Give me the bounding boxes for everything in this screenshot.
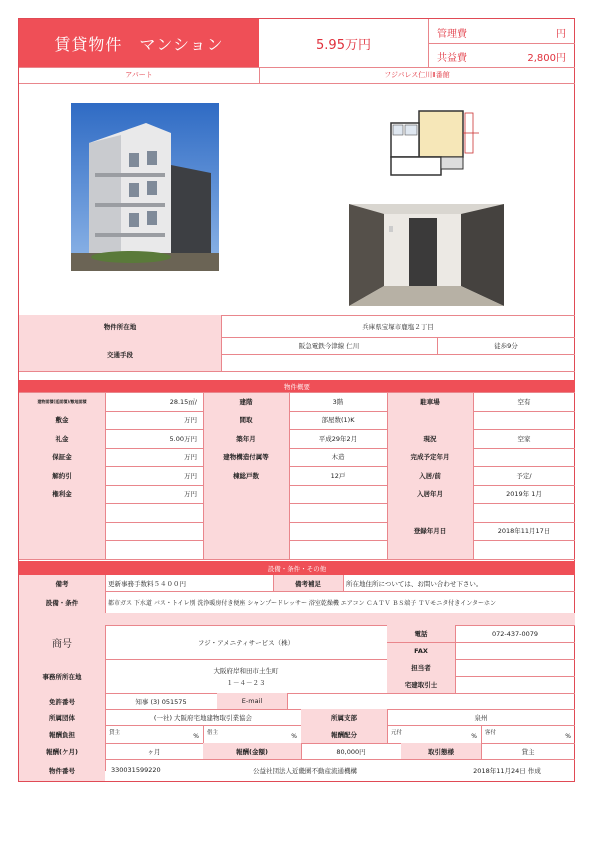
overview-label-1: 解約引 <box>19 466 105 485</box>
overview-label-3: 入居/前 <box>387 466 473 485</box>
overview-label-1 <box>19 540 105 559</box>
overview-value-2 <box>289 503 387 522</box>
overview-value-2: 平成29年2月 <box>318 434 358 443</box>
overview-value-3 <box>473 503 575 522</box>
property-sheet <box>18 18 575 782</box>
overview-label-2: 建物構造付属等 <box>203 448 289 467</box>
overview-label-3: 登録年月日 <box>387 522 473 541</box>
supplement-value: 所在地住所については、お問い合わせ下さい。 <box>346 579 483 588</box>
overview-value-3: 2019年 1月 <box>506 490 542 499</box>
fee-distribution-source-unit: % <box>471 733 477 740</box>
overview-label-1 <box>19 503 105 522</box>
overview-value-1 <box>105 503 203 522</box>
overview-label-3 <box>387 411 473 430</box>
overview-label-2 <box>203 485 289 504</box>
email-label: E-mail <box>217 693 287 709</box>
equipment-label: 設備・条件 <box>19 591 105 613</box>
fee-share-tenant-unit: % <box>291 733 297 740</box>
office-address-line2: １－４－２３ <box>226 678 266 687</box>
fax-label: FAX <box>387 642 455 659</box>
property-id-value: 330031599220 <box>111 766 161 774</box>
overview-value-1: 万円 <box>184 453 197 462</box>
management-fee-label: 管理費 <box>437 29 467 40</box>
transport-label: 交通手段 <box>19 337 221 371</box>
building-name: フジパレス仁川Ⅱ番館 <box>384 71 450 79</box>
branch-label: 所属支部 <box>301 709 387 725</box>
property-type: アパート <box>125 71 153 79</box>
page-title: 賃貸物件 マンション <box>54 34 224 54</box>
overview-value-1 <box>105 540 203 559</box>
license-label: 免許番号 <box>19 693 105 709</box>
office-address-line1: 大阪府岸和田市土生町 <box>213 666 279 675</box>
trade-name-value: フジ・アメニティサービス（株） <box>197 638 295 647</box>
overview-label-2: 建階 <box>203 392 289 411</box>
overview-label-2: 棟総戸数 <box>203 466 289 485</box>
overview-value-2: 部屋数(1)K <box>321 416 355 425</box>
transport-line: 阪急電鉄今津線 仁川 <box>298 342 360 350</box>
overview-value-2: 3階 <box>332 397 344 406</box>
fee-share-landlord-unit: % <box>193 733 199 740</box>
overview-value-1 <box>105 522 203 541</box>
overview-value-2 <box>289 485 387 504</box>
created-date: 2018年11月24日 作成 <box>473 766 541 775</box>
remarks-value: 更新事務手数料５４００円 <box>108 579 186 588</box>
overview-value-3: 2018年11月17日 <box>497 527 551 536</box>
overview-value-3: 予定/ <box>516 471 532 480</box>
license-value: 知事 (3) 051575 <box>135 697 187 706</box>
overview-value-3: 空家 <box>517 434 531 443</box>
overview-label-1: 礼金 <box>19 429 105 448</box>
overview-label-2 <box>203 503 289 522</box>
overview-label-1 <box>19 522 105 541</box>
overview-label-2: 築年月 <box>203 429 289 448</box>
fee-months-label: 報酬(ケ月) <box>19 743 105 759</box>
common-fee-value: 2,800円 <box>527 53 566 64</box>
overview-label-1: 敷金 <box>19 411 105 430</box>
rent-box <box>259 19 429 67</box>
overview-value-1: 万円 <box>184 471 197 480</box>
supplement-label: 備考補足 <box>273 575 343 591</box>
overview-label-3: 駐車場 <box>387 392 473 411</box>
branch-value: 泉州 <box>474 713 488 722</box>
overview-value-2: 12戸 <box>330 471 346 480</box>
fee-share-tenant: 借主 <box>207 730 219 736</box>
interior-photo <box>349 204 504 306</box>
overview-value-1: 万円 <box>184 490 197 499</box>
fee-share-landlord: 貸主 <box>109 730 121 736</box>
overview-value-1: 5.00万円 <box>169 434 197 443</box>
licensed-dealer-value <box>455 676 575 693</box>
overview-value-2 <box>289 522 387 541</box>
overview-value-3 <box>473 540 575 559</box>
overview-label-1: 権利金 <box>19 485 105 504</box>
trade-name-label: 商号 <box>19 625 105 659</box>
transport-walk: 徒歩9分 <box>494 342 518 350</box>
facilities-section-title: 設備・条件・その他 <box>19 561 575 575</box>
licensed-dealer-label: 宅建取引士 <box>387 676 455 693</box>
person-in-charge-value <box>455 659 575 676</box>
common-fee-label: 共益費 <box>437 53 467 64</box>
fee-distribution-source: 元付 <box>391 730 403 736</box>
overview-label-3: 完成予定年月 <box>387 448 473 467</box>
email-value <box>287 693 575 709</box>
fax-value <box>455 642 575 659</box>
overview-label-2: 間取 <box>203 411 289 430</box>
transaction-type-value: 貸主 <box>521 747 535 756</box>
overview-label-3: 入居年月 <box>387 485 473 504</box>
association-value: (一社) 大阪府宅地建物取引業協会 <box>153 713 253 722</box>
person-in-charge-label: 担当者 <box>387 659 455 676</box>
overview-label-3 <box>387 503 473 522</box>
property-id-label: 物件番号 <box>19 759 105 781</box>
remarks-label: 備考 <box>19 575 105 591</box>
overview-value-2: 木造 <box>331 453 345 462</box>
fee-distribution-label: 報酬配分 <box>301 725 387 743</box>
overview-label-2 <box>203 522 289 541</box>
overview-label-3: 現況 <box>387 429 473 448</box>
fee-distribution-agent-unit: % <box>565 733 571 740</box>
rent-value: 5.95万円 <box>316 37 371 53</box>
overview-section-title: 物件概要 <box>19 380 575 392</box>
location-label: 物件所在地 <box>19 315 221 337</box>
fee-share-label: 報酬負担 <box>19 725 105 743</box>
association-label: 所属団体 <box>19 709 105 725</box>
transaction-type-label: 取引態様 <box>401 743 481 759</box>
fee-distribution-agent: 客付 <box>485 730 497 736</box>
overview-label-1: 建物面積(延面積)/敷地面積 <box>19 392 105 411</box>
header-title-box <box>19 19 259 67</box>
overview-value-1: 万円 <box>184 416 197 425</box>
overview-label-2 <box>203 540 289 559</box>
overview-value-3 <box>473 448 575 467</box>
floor-plan-image <box>379 103 489 189</box>
overview-value-1: 28.15㎡/ <box>169 397 197 406</box>
fee-amount-label: 報酬(金額) <box>203 743 301 759</box>
overview-value-3 <box>473 411 575 430</box>
office-address-label: 事務所所在地 <box>19 659 105 693</box>
overview-label-1: 保証金 <box>19 448 105 467</box>
management-fee-value: 円 <box>556 29 566 40</box>
equipment-value: 都市ガス 下水道 バス・トイレ別 洗浄暖房付き便座 シャンプードレッサー 浴室乾燥機 エアコン ＣＡＴＶ ＢＳ端子 ＴＶモニタ付きインターホン <box>108 599 496 607</box>
phone-label: 電話 <box>387 625 455 642</box>
phone-value: 072-437-0079 <box>491 629 539 638</box>
overview-label-3 <box>387 540 473 559</box>
fee-amount-value: 80,000円 <box>336 747 366 756</box>
overview-value-2 <box>289 540 387 559</box>
overview-value-3: 空有 <box>517 397 531 406</box>
organization-name: 公益社団法人近畿圏不動産流通機構 <box>253 766 357 775</box>
building-exterior-photo <box>71 103 219 271</box>
fee-months-value: ヶ月 <box>147 747 161 756</box>
location-value: 兵庫県宝塚市鹿塩２丁目 <box>362 322 434 331</box>
